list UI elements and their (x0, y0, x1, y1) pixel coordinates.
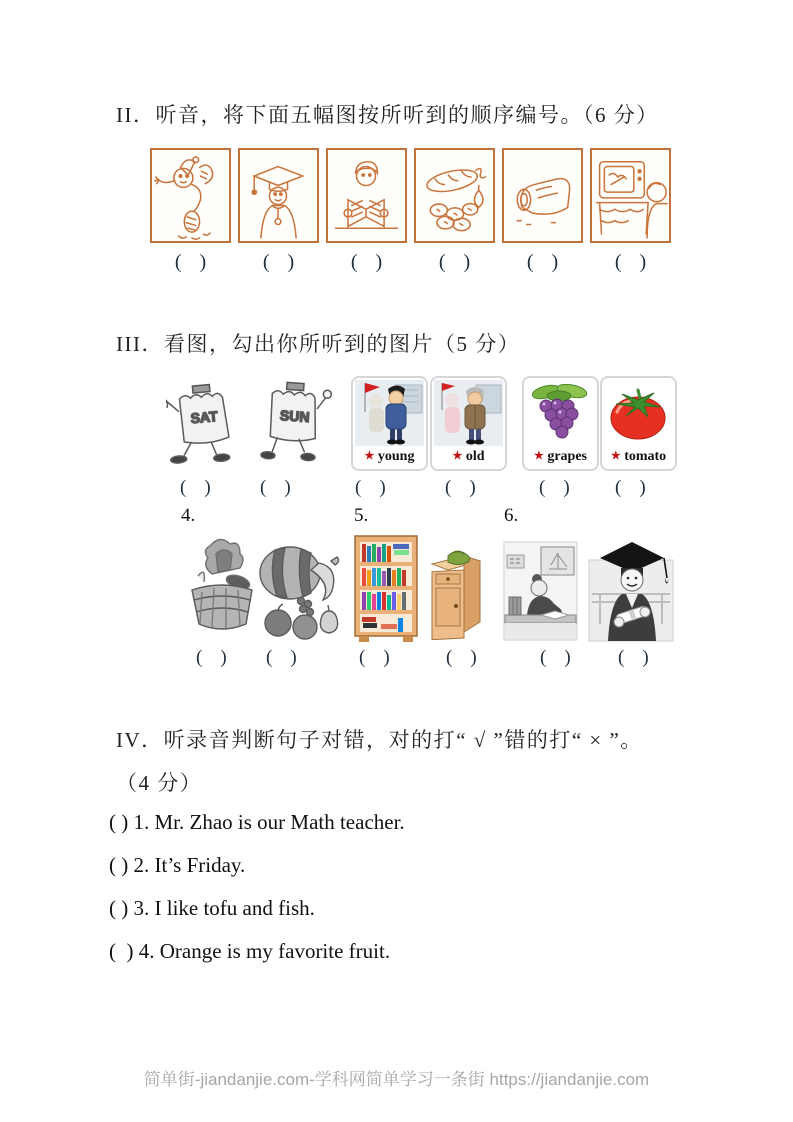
bookshelf-image (351, 534, 423, 644)
star-icon: ★ (364, 450, 375, 462)
fruit-pile-image (257, 541, 343, 644)
tf-sentence-4: ( ) 4. Orange is my favorite fruit. (109, 939, 391, 963)
graduate-image (238, 148, 319, 243)
graduate-diploma-image (588, 530, 674, 642)
answer-blank: ( ) (180, 477, 211, 498)
bread-image (502, 148, 583, 243)
item-label-4: 4. (181, 505, 196, 526)
section4-heading-line1: IV．听录音判断句子对错，对的打“ √ ”错的打“ × ”。 (116, 728, 643, 752)
star-icon: ★ (452, 450, 463, 462)
watching-tv-image (590, 148, 671, 243)
answer-blank: ( ) (355, 477, 386, 498)
star-icon: ★ (610, 450, 621, 462)
answer-blank: ( ) (446, 647, 477, 668)
vegetables-image (414, 148, 495, 243)
old-card-label: ★ old (452, 449, 485, 464)
section4-heading-line2: （4 分） (116, 771, 203, 795)
answer-blank: ( ) (266, 647, 297, 668)
answer-blank: ( ) (262, 251, 295, 273)
child-reading-image (326, 148, 407, 243)
tomato-card-label: ★ tomato (610, 449, 667, 464)
answer-blank: ( ) (614, 251, 647, 273)
grapes-card-label: ★ grapes (533, 449, 588, 464)
section2-heading: II．听音，将下面五幅图按所听到的顺序编号。（6 分） (116, 103, 659, 127)
star-icon: ★ (533, 450, 544, 462)
old-card (430, 376, 507, 471)
svg-text:SAT: SAT (190, 407, 219, 427)
answer-blank: ( ) (350, 251, 383, 273)
answer-blank: ( ) (540, 647, 571, 668)
vegetable-basket-image (186, 532, 258, 644)
section2-picture-row (150, 148, 671, 243)
cabinet-image (426, 544, 484, 640)
clown-acrobat-image (150, 148, 231, 243)
young-card-label: ★ young (364, 449, 415, 464)
answer-blank: ( ) (196, 647, 227, 668)
answer-blank: ( ) (260, 477, 291, 498)
footer (0, 1065, 793, 1090)
tomato-card (600, 376, 677, 471)
tf-sentence-2: ( ) 2. It’s Friday. (109, 853, 246, 877)
sat-sun-calendars-image (166, 377, 334, 474)
answer-blank: ( ) (618, 647, 649, 668)
tf-sentence-3: ( ) 3. I like tofu and fish. (109, 896, 315, 920)
footer-text: 简单街-jiandanjie.com-学科网简单学习一条街 (143, 1070, 485, 1089)
answer-blank: ( ) (526, 251, 559, 273)
answer-blank: ( ) (615, 477, 646, 498)
answer-blank: ( ) (359, 647, 390, 668)
answer-blank: ( ) (539, 477, 570, 498)
young-card (351, 376, 428, 471)
answer-blank: ( ) (445, 477, 476, 498)
item-label-6: 6. (504, 505, 519, 526)
footer-url-link[interactable]: https://jiandanjie.com (489, 1070, 650, 1089)
section2-answer-blanks (150, 251, 671, 274)
section3-heading: III．看图，勾出你所听到的图片（5 分） (116, 332, 521, 356)
item-label-5: 5. (354, 505, 369, 526)
grapes-card (522, 376, 599, 471)
answer-blank: ( ) (174, 251, 207, 273)
svg-text:SUN: SUN (279, 407, 311, 426)
tf-sentence-1: ( ) 1. Mr. Zhao is our Math teacher. (109, 810, 405, 834)
teacher-writing-image (503, 541, 578, 641)
answer-blank: ( ) (438, 251, 471, 273)
